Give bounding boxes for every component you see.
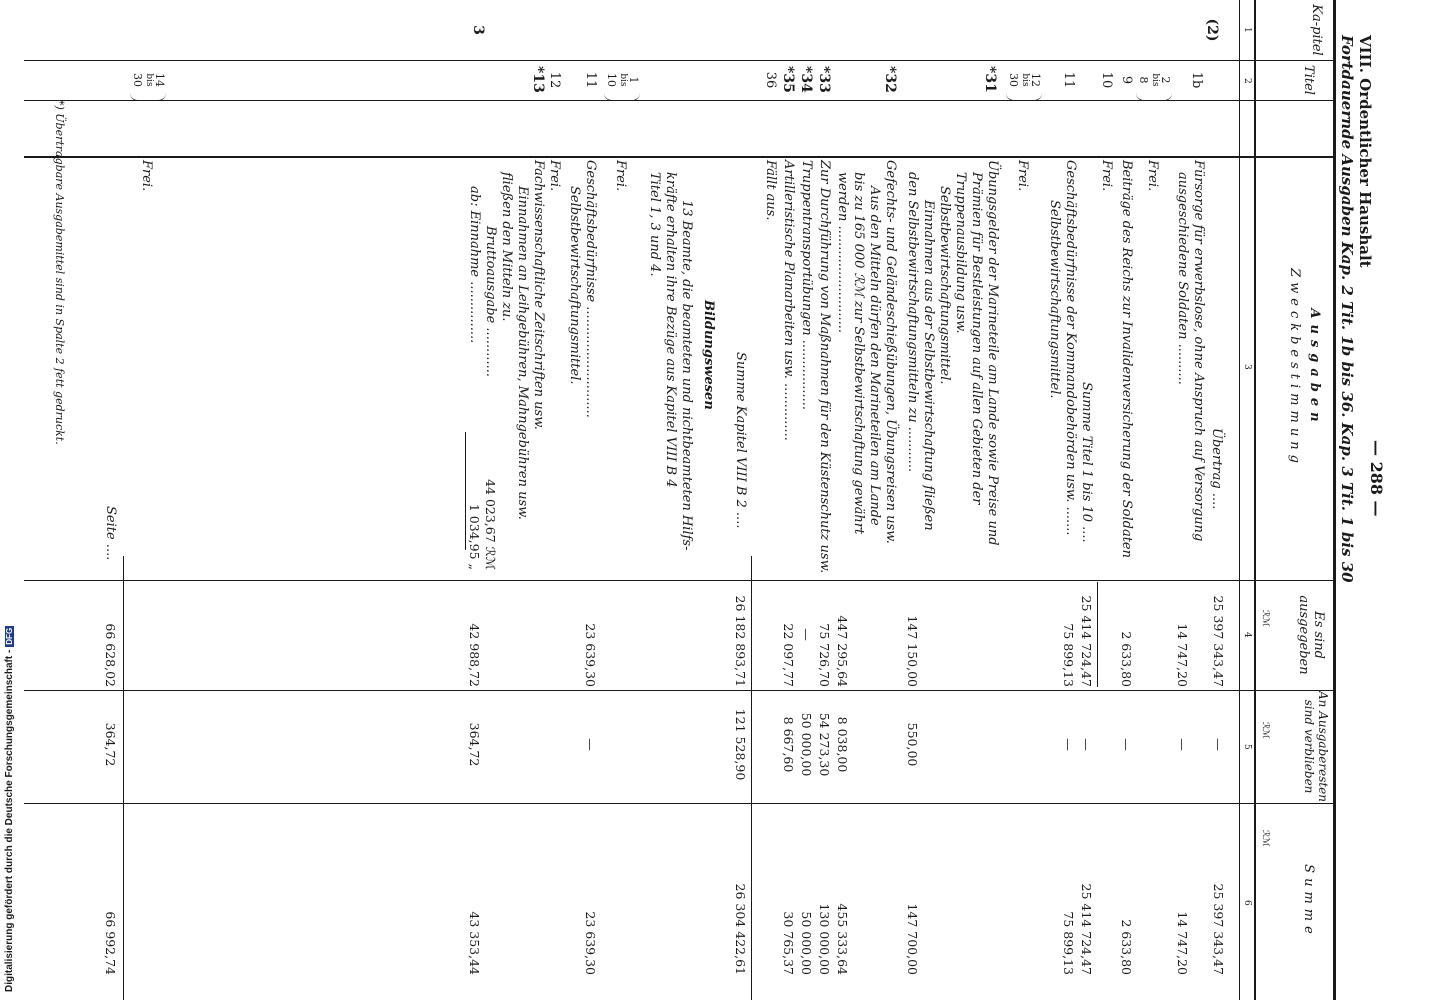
r32-col4: 447 295,64 <box>835 615 850 687</box>
page-number: — 288 — <box>1367 440 1386 517</box>
header-zweckbestimmung: Zweckbestimmung <box>1287 268 1302 468</box>
sum1-10-label: Summe Titel 1 bis 10 .... <box>1079 382 1094 543</box>
r31-col6: 147 700,00 <box>905 903 920 975</box>
r35-col4: 22 097,77 <box>781 623 796 687</box>
header-summe: Summe <box>1301 864 1316 939</box>
uebertrag-col6: 25 397 343,47 <box>1211 883 1226 975</box>
r1b-col5: — <box>1175 738 1190 751</box>
titel-30: 30 <box>1007 73 1020 87</box>
sumkap-col6: 26 304 422,61 <box>733 883 748 975</box>
col-divider-summe <box>24 803 1336 804</box>
sum1-10-col4: 25 414 724,47 <box>1079 595 1094 687</box>
titel-10-k3: 10 <box>605 73 618 87</box>
r33-text: Zur Durchführung von Maßnahmen für den Küstenschutz usw. <box>817 160 832 574</box>
seite-rule <box>123 556 124 1000</box>
uebertrag-label: Übertrag .... <box>1209 428 1224 510</box>
r11b-col5: — <box>583 738 598 751</box>
r11-text1: Geschäftsbedürfnisse der Kommandobehörden usw. ....... <box>1063 160 1078 536</box>
titel-12: 12 <box>1029 73 1042 87</box>
col-divider-titel <box>24 100 1336 101</box>
r13-col6: 43 353,44 <box>467 911 482 975</box>
titel-30-k3: 30 <box>131 73 144 87</box>
r35-col5: 8 667,60 <box>781 716 796 773</box>
col-divider-ausgegeben <box>24 580 1336 581</box>
colnum-6: 6 <box>1242 900 1252 906</box>
seite-label: Seite .... <box>103 506 118 561</box>
colnum-3: 3 <box>1242 364 1252 370</box>
r31-text1: Übungsgelder der Marineteile am Lande sowie Preise und <box>985 160 1000 546</box>
r9-col5: — <box>1119 738 1134 751</box>
r14-30-text: Frei. <box>139 160 154 192</box>
header-kapitel: Ka-pitel <box>1309 4 1324 56</box>
r9-col6: 2 633,80 <box>1119 919 1134 975</box>
r31-text5: Einnahmen aus der Selbstbewirtschaftung fließen <box>921 200 936 531</box>
bildung-text2: kräfte erhalten ihre Bezüge aus Kapitel VIII B 4 <box>663 172 678 488</box>
r12b-text: Frei. <box>547 160 562 192</box>
col-divider-zweck <box>24 156 1336 158</box>
titel-10: 10 <box>1099 71 1114 89</box>
brace-12-30 <box>1006 92 1042 101</box>
r31-text6: den Selbstbewirtschaftungsmitteln zu ........... <box>905 172 920 473</box>
titel-8: 8 <box>1137 76 1150 84</box>
r11b-text2: Selbstbewirtschaftungsmittel. <box>567 186 582 385</box>
r11-text2: Selbstbewirtschaftungsmittel. <box>1047 200 1062 399</box>
r12-30-text: Frei. <box>1015 160 1030 192</box>
sumkap-label: Summe Kapitel VIII B 2 .... <box>733 352 748 529</box>
unit-col5: ℛℳ <box>1260 722 1270 739</box>
titel-bis-4: bis <box>144 73 154 87</box>
r13-text2: Einnahmen an Leihgebühren, Mahngebühren usw. <box>515 186 530 520</box>
r11-col5: — <box>1061 738 1076 751</box>
bildungswesen-heading: Bildungswesen <box>701 300 716 410</box>
r32-col6: 455 333,64 <box>835 903 850 975</box>
r34-text: Truppentransportübungen ................. <box>799 160 814 410</box>
sumkap-rule <box>751 556 752 1000</box>
titel-1-k3: 1 <box>627 76 640 84</box>
sum1-10-col6: 25 414 724,47 <box>1079 883 1094 975</box>
r13-col5: 364,72 <box>467 722 482 767</box>
r32-col5: 8 038,00 <box>835 716 850 773</box>
titel-9: 9 <box>1119 75 1134 85</box>
r10-text: Frei. <box>1099 160 1114 192</box>
r31-text2: Prämien für Bestleistungen auf allen Gebieten der <box>969 172 984 505</box>
unit-col4: ℛℳ <box>1260 610 1270 627</box>
sum1-10-rule <box>1097 582 1098 687</box>
header-ausgaben: Ausgaben <box>1307 308 1322 428</box>
r31-col4: 147 150,00 <box>905 615 920 687</box>
r31-text3: Truppenausbildung usw. <box>953 172 968 334</box>
titel-11-k3: 11 <box>583 71 598 89</box>
sumkap-col5: 121 528,90 <box>733 708 748 781</box>
table-top-rule <box>1333 0 1336 1000</box>
titel-bis-3: bis <box>618 73 628 87</box>
titel-13: *13 <box>530 66 546 93</box>
r36-text: Fällt aus. <box>763 160 778 221</box>
titel-34: *34 <box>798 66 814 93</box>
header-verblieben: An Ausgaberesten sind verblieben <box>1302 690 1330 803</box>
seite-col4: 66 628,02 <box>103 623 118 687</box>
r11-col6: 75 899,13 <box>1061 911 1076 975</box>
seite-col5: 364,72 <box>103 722 118 767</box>
header-ausgegeben: Es sind ausgegeben <box>1296 595 1326 675</box>
titel-bis-2: bis <box>1020 73 1030 87</box>
titel-1b: 1b <box>1189 71 1204 89</box>
r13-text4: Bruttoausgabe ............ <box>483 226 498 378</box>
r1b-text1: Fürsorge für erwerbslose, ohne Anspruch auf Versorgung <box>1191 160 1206 542</box>
r32-text1: Gefechts- und Geländeschießübungen, Übungsreisen usw. <box>883 160 898 544</box>
bildung-text1: 13 Beamte, die beamteten und nichtbeamteten Hilfs- <box>679 200 694 551</box>
titel-bis-1: bis <box>1150 73 1160 87</box>
r1b-col4: 14 747,20 <box>1175 623 1190 687</box>
r13-einnahme: 1 034,95 „ <box>467 503 482 570</box>
r32-text2: Aus den Mitteln dürfen den Marineteilen am Lande <box>867 186 882 526</box>
digitization-credit <box>4 600 18 995</box>
unit-col6: ℛℳ <box>1260 830 1270 847</box>
page-subtitle: Fortdauernde Ausgaben Kap. 2 Tit. 1b bis 36. Kap. 3 Tit. 1 bis 30 <box>1338 35 1356 583</box>
r9-text: Beiträge des Reichs zur Invalidenversicherung der Soldaten <box>1119 160 1134 558</box>
haushalt-title: VIII. Ordentlicher Haushalt <box>1356 35 1374 268</box>
titel-33: *33 <box>816 66 832 93</box>
header-bottom-rule <box>1254 0 1256 1000</box>
colnum-rule <box>1239 0 1240 1000</box>
uebertrag-col4: 25 397 343,47 <box>1211 595 1226 687</box>
titel-35: *35 <box>780 66 796 93</box>
r11b-col4: 23 639,30 <box>583 623 598 687</box>
brace-14-30 <box>130 92 166 101</box>
r11b-text1: Geschäftsbedürfnisse ........................... <box>583 160 598 418</box>
titel-2: 2 <box>1159 76 1172 84</box>
footnote: *) Übertragbare Ausgabemittel sind in Spalte 2 fett gedruckt. <box>53 100 66 445</box>
r32-text3: bis zu 165 000 ℛℳ zur Selbstbewirtschaftung gewährt <box>851 172 866 535</box>
r13-brutto: 44 023,67 ℛℳ <box>483 479 498 570</box>
header-titel: Titel <box>1301 65 1316 95</box>
titel-32: *32 <box>882 66 898 93</box>
colnum-4: 4 <box>1242 632 1252 638</box>
credit-text: Digitalisierung gefördert durch die Deutsche Forschungsgemeinschaft - <box>4 649 15 992</box>
r34-col6: 50 000,00 <box>799 911 814 975</box>
r11b-col6: 23 639,30 <box>583 911 598 975</box>
r32-text4: werden .......................... <box>835 172 850 333</box>
r13-col4: 42 988,72 <box>467 623 482 687</box>
brace-2-8 <box>1136 92 1172 101</box>
sumkap-col4: 26 182 893,71 <box>733 595 748 687</box>
bildung-text3: Titel 1, 3 und 4. <box>647 172 662 277</box>
r31-col5: 550,00 <box>905 722 920 767</box>
sum1-10-col5: — <box>1079 738 1094 751</box>
r34-col4: — <box>799 628 814 641</box>
seite-col6: 66 992,74 <box>103 911 118 975</box>
r11-col4: 75 899,13 <box>1061 623 1076 687</box>
colnum-2: 2 <box>1242 78 1252 84</box>
uebertrag-col5: — <box>1211 738 1226 751</box>
titel-31: *31 <box>982 66 998 93</box>
titel-11: 11 <box>1061 71 1076 89</box>
r13-text1: Fachwissenschaftliche Zeitschriften usw. <box>531 160 546 430</box>
colnum-1: 1 <box>1242 27 1252 33</box>
r35-col6: 30 765,37 <box>781 911 796 975</box>
brace-1-10 <box>604 92 640 101</box>
r35-text: Artilleristische Planarbeiten usw. .............. <box>781 160 796 441</box>
titel-12-k3: 12 <box>547 71 562 89</box>
titel-36: 36 <box>763 71 778 89</box>
r13-text5: ab: Einnahme ............... <box>467 186 482 344</box>
r2-8-text: Frei. <box>1145 160 1160 192</box>
r1b-text2: ausgeschiedene Soldaten .......... <box>1175 172 1190 385</box>
r13-sub-rule <box>465 432 466 550</box>
kapitel-2-label: (2) <box>1204 18 1220 42</box>
r31-text4: Selbstbewirtschaftungsmittel. <box>937 186 952 385</box>
kapitel-3-label: 3 <box>470 25 486 35</box>
titel-14: 14 <box>153 73 166 87</box>
r33-col6: 130 000,00 <box>817 903 832 975</box>
col-divider-verblieben <box>24 690 1336 691</box>
colnum-5: 5 <box>1242 744 1252 750</box>
dfg-logo: DFG <box>5 627 14 645</box>
r33-col4: 75 726,70 <box>817 623 832 687</box>
r1b-col6: 14 747,20 <box>1175 911 1190 975</box>
r1-10-text: Frei. <box>613 160 628 192</box>
r13-text3: fließen den Mitteln zu. <box>499 172 514 322</box>
r33-col5: 54 273,30 <box>817 712 832 777</box>
r9-col4: 2 633,80 <box>1119 631 1134 687</box>
r34-col5: 50 000,00 <box>799 712 814 777</box>
